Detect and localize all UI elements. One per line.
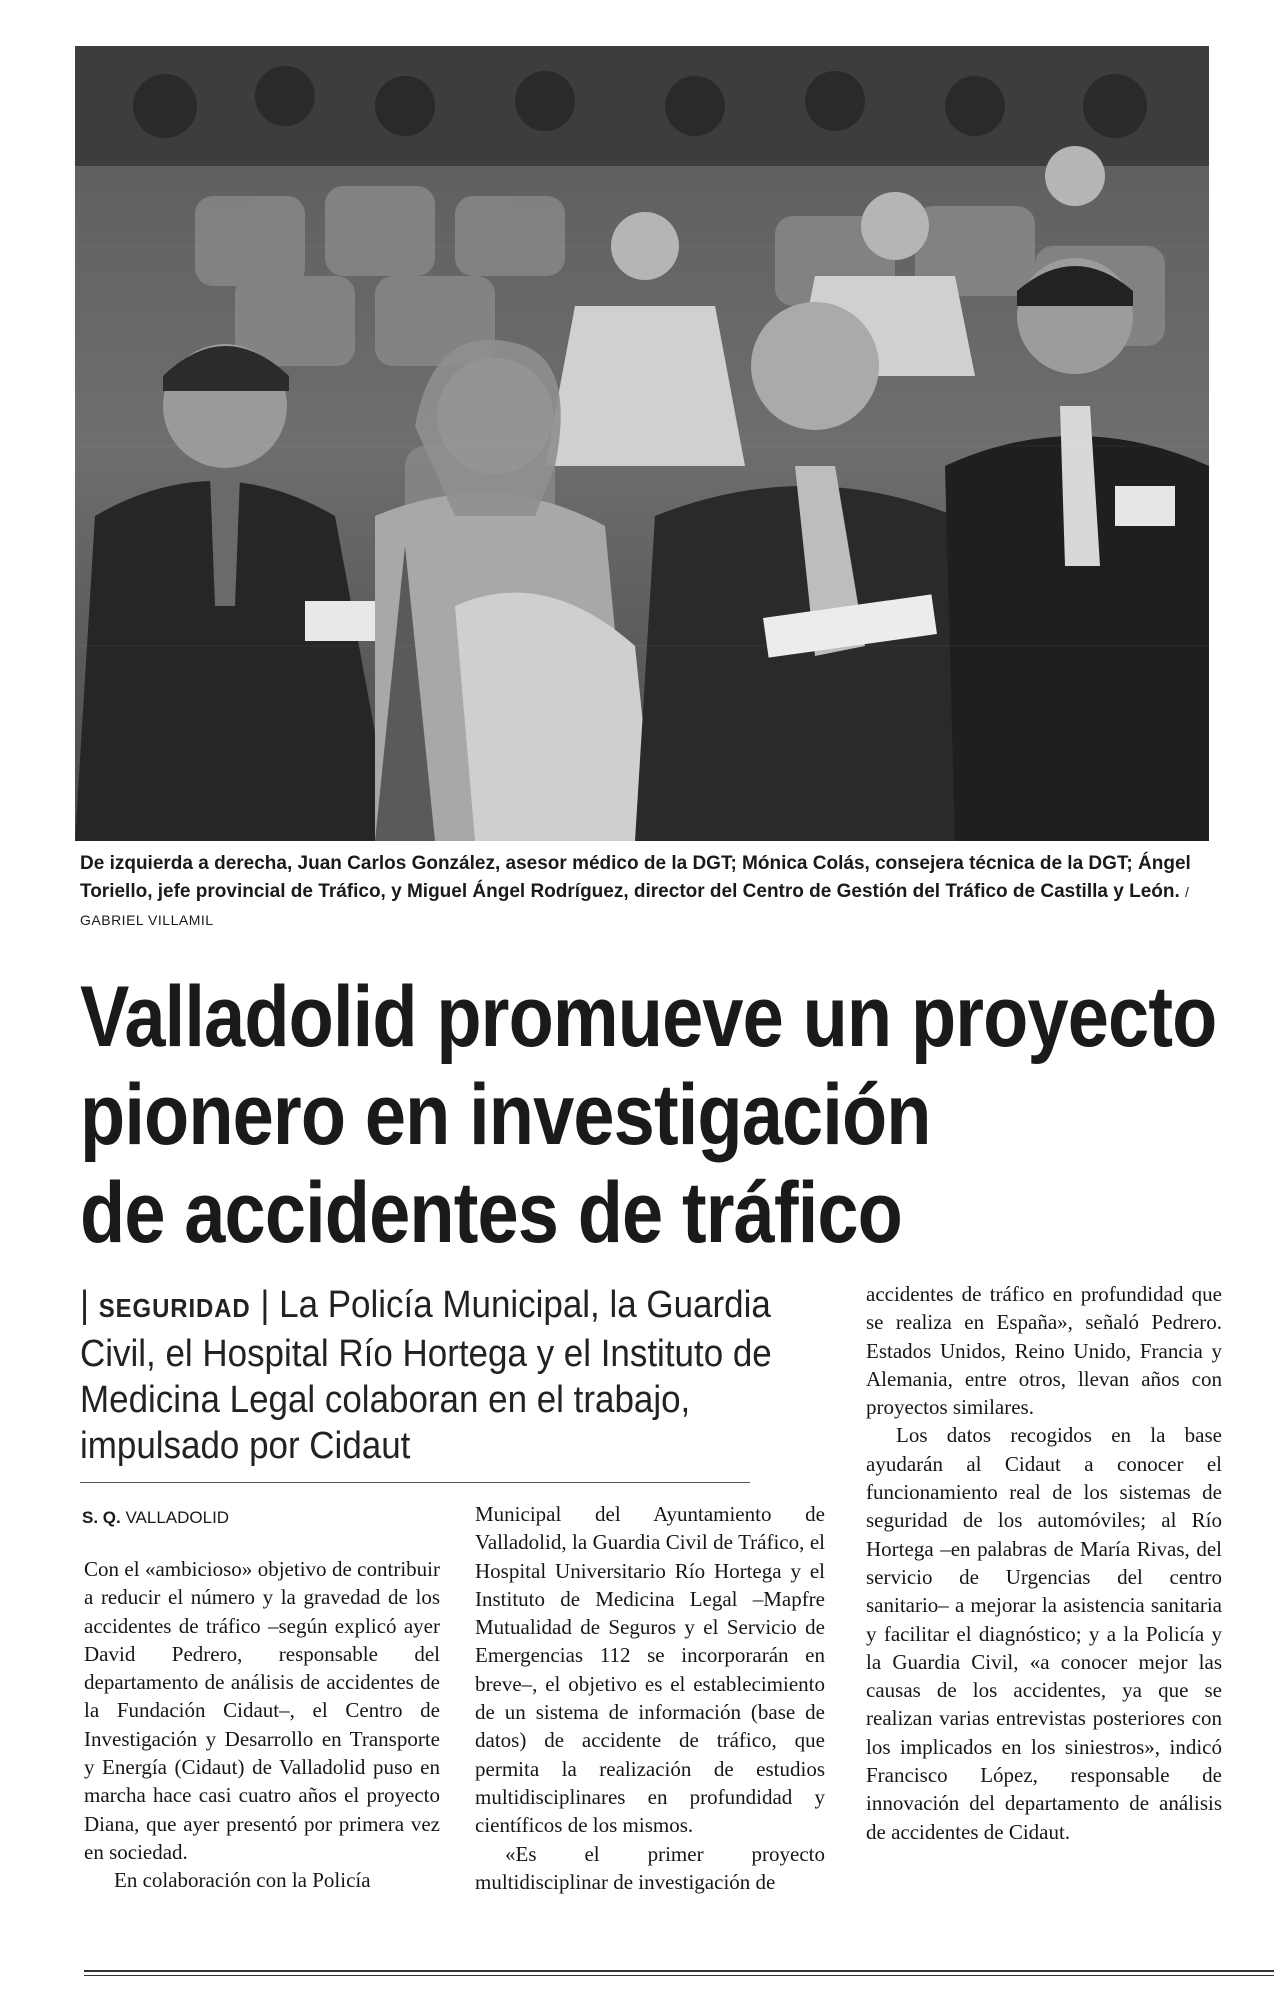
headline-line: pionero en investigación <box>80 1067 931 1163</box>
headline <box>80 968 1217 1262</box>
paragraph: Con el «ambicioso» objetivo de contribuir a reducir el número y la gravedad de los accidentes de tráfico –según explicó ayer David Pedrero, responsable del departamento de análisis de accidentes de la Fundación Cidaut–, el Centro de Investigación y Desarrollo en Transporte y Energía (Cidaut) de Valladolid puso en marcha hace casi cuatro años el proyecto Diana, que ayer presentó por primera vez en sociedad. <box>84 1557 440 1864</box>
caption-text: De izquierda a derecha, Juan Carlos González, asesor médico de la DGT; Mónica Colás, consejera técnica de la DGT; Ángel Toriello, jefe provincial de Tráfico, y Miguel Ángel Rodríguez, director del Centro de Gestión del Tráfico de Castilla y León. <box>80 853 1191 902</box>
divider <box>84 1975 1274 1976</box>
deck-text: La Policía Municipal, la Guardia Civil, el Hospital Río Hortega y el Instituto de Medicina Legal colaboran en el trabajo, impulsado por Cidaut <box>80 1284 772 1467</box>
byline-place: VALLADOLID <box>125 1508 230 1527</box>
headline-line: Valladolid promueve un proyecto <box>80 969 1217 1065</box>
photo-credit: / GABRIEL VILLAMIL <box>80 884 1190 928</box>
divider <box>80 1482 750 1483</box>
news-photo <box>75 46 1209 841</box>
headline-line: de accidentes de tráfico <box>80 1165 902 1261</box>
photo-icon <box>75 46 1209 841</box>
article-column-3 <box>866 1280 1222 1846</box>
byline <box>82 1508 229 1528</box>
section-tag: SEGURIDAD <box>98 1293 251 1323</box>
byline-author: S. Q. <box>82 1508 121 1527</box>
article-column-2 <box>475 1500 825 1896</box>
paragraph: accidentes de tráfico en profundidad que se realiza en España», señaló Pedrero. Estados Unidos, Reino Unido, Francia y Alemania, entre otros, llevan años con proyectos similares. <box>866 1282 1222 1420</box>
paragraph: En colaboración con la Policía <box>114 1868 371 1893</box>
paragraph: Los datos recogidos en la base ayudarán al Cidaut a conocer el funcionamiento real de los sistemas de seguridad de los automóviles; al Río Hortega –en palabras de María Rivas, del servicio de Urgencias del centro sanitario– a mejorar la asistencia sanitaria y facilitar el diagnóstico; y a la Policía y la Guardia Civil, «a conocer mejor las causas de los accidentes, ya que se realizan varias entrevistas posteriores con los implicados en los siniestros», indicó Francisco López, responsable de innovación del departamento de análisis de accidentes de Cidaut. <box>866 1423 1222 1844</box>
paragraph: «Es el primer proyecto multidisciplinar de investigación de <box>475 1841 825 1894</box>
deck-subhead: | SEGURIDAD | La Policía Municipal, la Guardia Civil, el Hospital Río Hortega y el Instituto de Medicina Legal colaboran en el trabajo, impulsado por Cidaut <box>80 1284 772 1467</box>
divider <box>84 1970 1274 1972</box>
article-column-1 <box>84 1555 440 1895</box>
photo-caption <box>80 850 1210 934</box>
paragraph: Municipal del Ayuntamiento de Valladolid, la Guardia Civil de Tráfico, el Hospital Universitario Río Hortega y el Instituto de Medicina Legal –Mapfre Mutualidad de Seguros y el Servicio de Emergencias 112 se incorporarán en breve–, el objetivo es el establecimiento de un sistema de información (base de datos) de accidente de tráfico, que permita la realización de estudios multidisciplinares en profundidad y científicos de los mismos. <box>475 1502 825 1838</box>
